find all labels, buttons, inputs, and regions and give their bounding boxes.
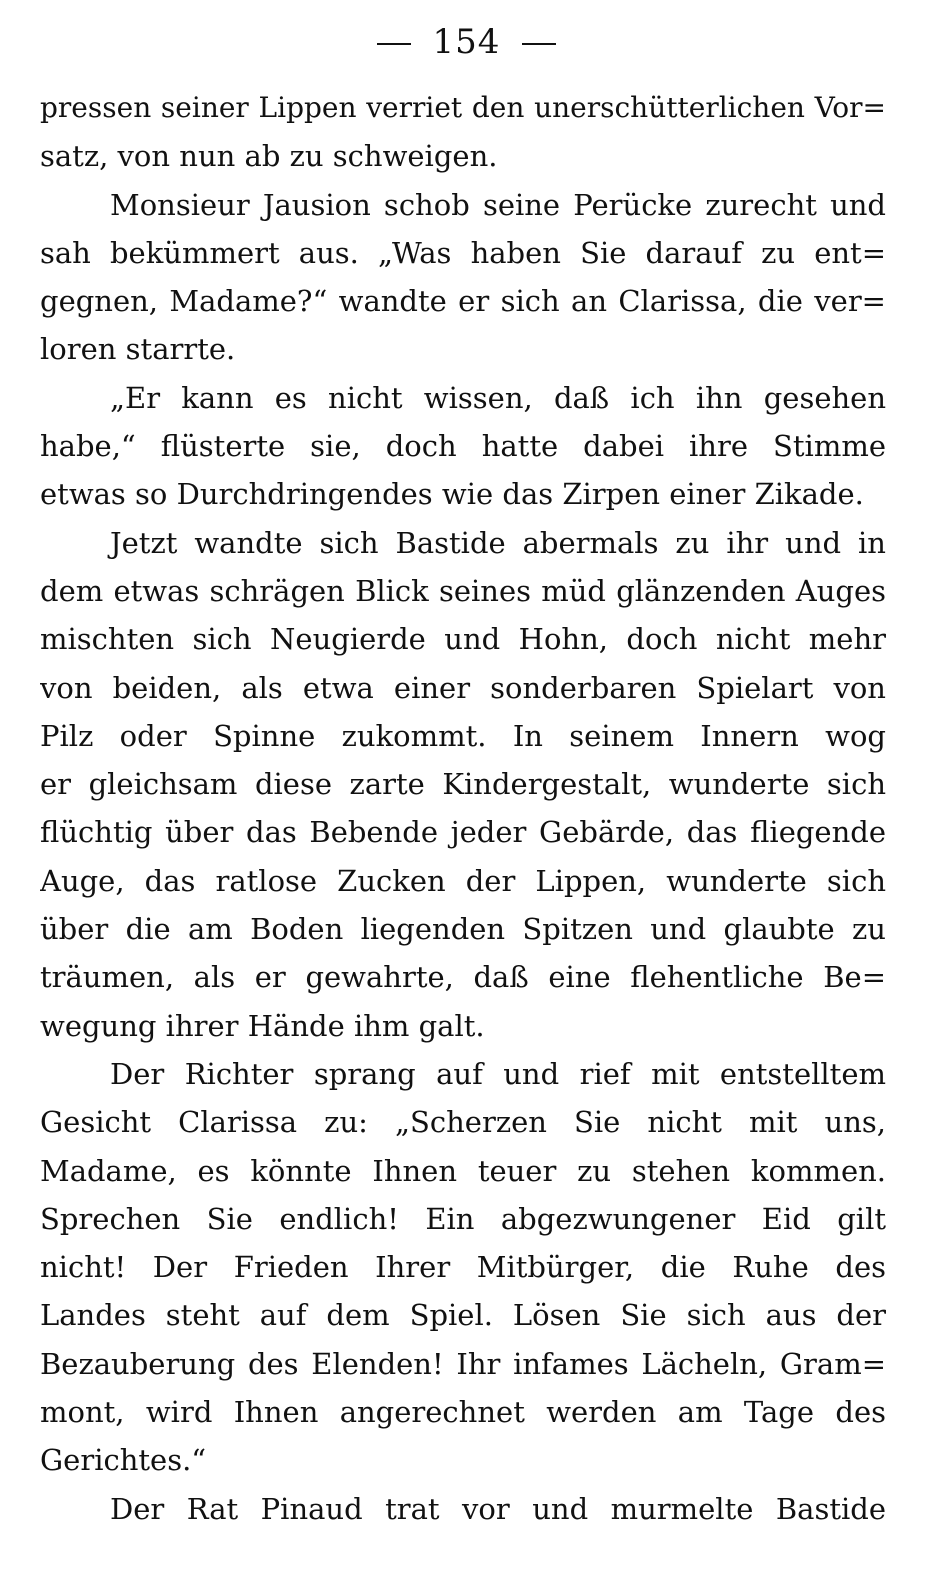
text-line: wegung ihrer Hände ihm galt. <box>40 1008 485 1043</box>
text-line: pressen seiner Lippen verriet den unerschütterlichen Vor= <box>40 91 886 124</box>
text-line: mont, wird Ihnen angerechnet werden am Tage des <box>40 1395 886 1430</box>
text-line: etwas so Durchdringendes wie das Zirpen einer Zikade. <box>40 477 864 512</box>
text-line: Sprechen Sie endlich! Ein abgezwungener Eid gilt <box>40 1201 886 1236</box>
header-dash-right <box>522 43 556 45</box>
text-line: Jetzt wandte sich Bastide abermals zu ihr und in <box>110 525 886 560</box>
text-line: er gleichsam diese zarte Kindergestalt, wunderte sich <box>40 767 886 802</box>
text-line: „Er kann es nicht wissen, daß ich ihn gesehen <box>110 380 886 415</box>
page-number: 154 <box>432 22 501 62</box>
text-line: mischten sich Neugierde und Hohn, doch nicht mehr <box>40 622 886 657</box>
text-line: über die am Boden liegenden Spitzen und glaubte zu <box>40 912 886 947</box>
text-line: habe,“ flüsterte sie, doch hatte dabei ihre Stimme <box>40 429 886 464</box>
text-line: träumen, als er gewahrte, daß eine flehentliche Be= <box>40 960 886 995</box>
text-line: Landes steht auf dem Spiel. Lösen Sie sich aus der <box>40 1298 886 1333</box>
text-line: nicht! Der Frieden Ihrer Mitbürger, die Ruhe des <box>40 1250 886 1285</box>
text-line: Monsieur Jausion schob seine Perücke zurecht und <box>110 187 886 222</box>
text-line: Gesicht Clarissa zu: „Scherzen Sie nicht mit uns, <box>40 1105 886 1140</box>
text-line: Auge, das ratlose Zucken der Lippen, wunderte sich <box>40 863 886 898</box>
text-line: Madame, es könnte Ihnen teuer zu stehen kommen. <box>40 1153 886 1188</box>
text-line: Gerichtes.“ <box>40 1443 207 1478</box>
header-dash-left <box>377 43 411 45</box>
text-line: gegnen, Madame?“ wandte er sich an Clarissa, die ver= <box>40 284 886 319</box>
text-line: von beiden, als etwa einer sonderbaren Spielart von <box>40 670 886 705</box>
page-header <box>0 22 933 62</box>
page-body-text <box>40 84 886 1533</box>
text-line: Der Rat Pinaud trat vor und murmelte Bastide <box>110 1491 886 1526</box>
text-line: loren starrte. <box>40 332 236 367</box>
text-line: flüchtig über das Bebende jeder Gebärde, das fliegende <box>40 815 886 850</box>
text-line: dem etwas schrägen Blick seines müd glänzenden Auges <box>40 573 886 608</box>
text-line: Der Richter sprang auf und rief mit entstelltem <box>110 1056 886 1091</box>
text-line: Pilz oder Spinne zukommt. In seinem Innern wog <box>40 718 886 753</box>
text-line: sah bekümmert aus. „Was haben Sie darauf zu ent= <box>40 235 886 270</box>
text-line: satz, von nun ab zu schweigen. <box>40 139 498 174</box>
text-line: Bezauberung des Elenden! Ihr infames Lächeln, Gram= <box>40 1346 886 1381</box>
